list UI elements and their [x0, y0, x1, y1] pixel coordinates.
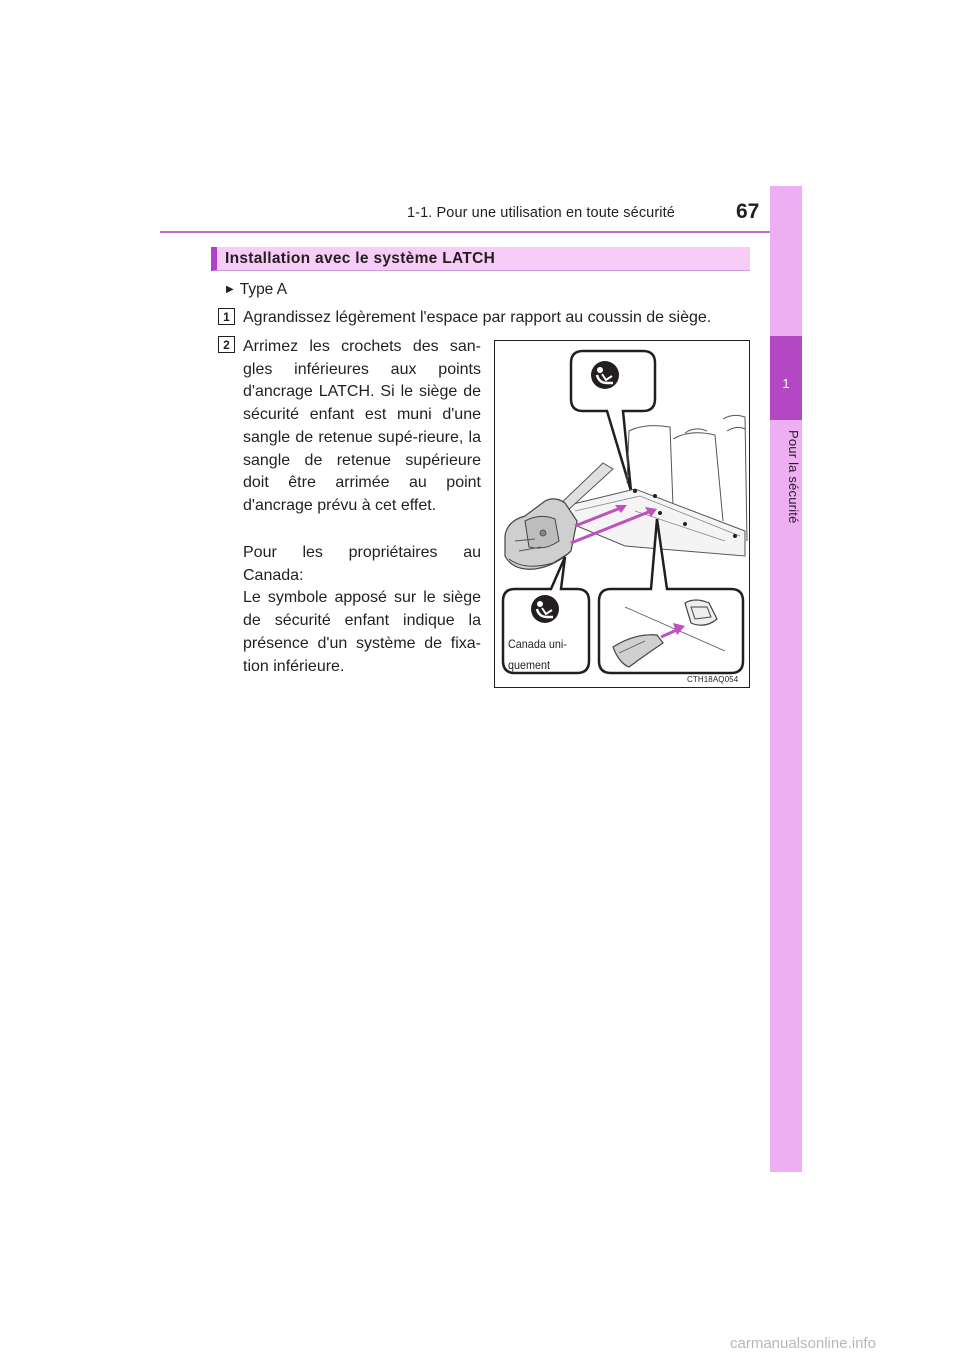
running-header: 1-1. Pour une utilisation en toute sécurité [407, 205, 675, 221]
type-label: Type A [239, 281, 288, 298]
canada-only-label-line1: Canada uni- [508, 637, 567, 651]
child-seat-symbol-canada [531, 595, 559, 623]
figure-code: CTH18AQ054 [687, 675, 739, 684]
step-2-text [243, 336, 481, 518]
section-heading [211, 247, 750, 271]
type-line [226, 281, 287, 299]
header-rule [160, 231, 802, 233]
chapter-number: 1 [782, 376, 790, 391]
child-seat-symbol-top [591, 361, 619, 389]
page-number: 67 [736, 200, 760, 223]
step-1-badge: 1 [218, 308, 235, 325]
canada-symbol-text: Le symbole apposé sur le siège de sécurité enfant indique la présence d'un système de fixa-tion inférieure. [243, 589, 481, 675]
canada-intro: Pour les propriétaires au Canada: [243, 544, 481, 584]
step-1-text: Agrandissez légèrement l'espace par rapport au coussin de siège. [243, 309, 712, 326]
chapter-side-tab [770, 186, 802, 1172]
chapter-label: Pour la sécurité [786, 430, 801, 524]
canada-only-label [508, 634, 567, 676]
child-seat-drawing [505, 499, 577, 569]
step-2-badge: 2 [218, 336, 235, 353]
triangle-right-icon: ▶ [226, 284, 234, 295]
canada-note [243, 542, 481, 678]
step-2-paragraph: Arrimez les crochets des san-gles inférieures aux points d'ancrage LATCH. Si le siège de sécurité enfant est muni d'une sangle de retenue supé-rieure, la sangle de retenue supérieure doit être arrimée au point d'ancrage prévu à cet effet. [243, 338, 481, 514]
section-title: Installation avec le système LATCH [225, 250, 496, 267]
canada-only-label-line2: quement [508, 658, 551, 672]
watermark: carmanualsonline.info [730, 1335, 876, 1352]
latch-illustration [494, 340, 750, 688]
